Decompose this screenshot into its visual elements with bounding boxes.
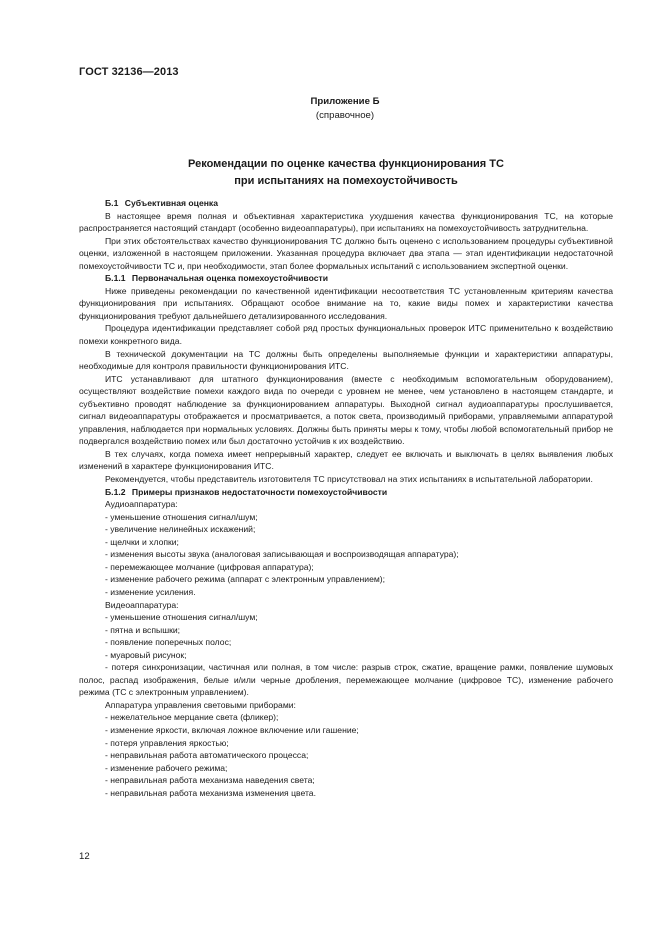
- paragraph: ИТС устанавливают для штатного функционирования (вместе с необходимым вспомогательным оборудованием), осуществляют воздействие помехи каждого вида по очереди с уровнем не менее, чем установлено в настоящем стандарте, и субъективно проводят наблюдение за функционированием аппаратуры. Выходной сигнал аудиоаппаратуры прослушивается, сигнал видеоаппаратуры отображается и просматривается, а поток света, производимый приборами, управляемыми аппаратурой управления, наблюдается при нормальных условиях. Должны быть приняты меры к тому, чтобы любой вспомогательный прибор не подвергался воздействию помех или был достаточно устойчив к их воздействию.: [79, 373, 613, 447]
- section-number: Б.1.1: [105, 273, 126, 284]
- list-item: - неправильная работа автоматического процесса;: [105, 750, 309, 761]
- section-heading-b1-1: [79, 272, 613, 285]
- paragraph: В тех случаях, когда помеха имеет непрерывный характер, следует ее включать и выключать в целях выявления любых изменений в характере функционирования ИТС.: [79, 448, 613, 472]
- section-heading-b1: [79, 197, 613, 210]
- list-item: - перемежающее молчание (цифровая аппаратура);: [105, 561, 314, 572]
- list-item: - муаровый рисунок;: [105, 649, 187, 660]
- section-title: Первоначальная оценка помехоустойчивости: [131, 273, 329, 284]
- paragraph: В настоящее время полная и объективная характеристика ухудшения качества функционирования ТС, на которые распространяется настоящий стандарт (особенно видеоаппаратуры), при испытаниях на помехоустойчивость затруднительна.: [79, 210, 613, 234]
- main-title-line-1: Рекомендации по оценке качества функционирования ТС: [188, 158, 504, 170]
- list-item: - уменьшение отношения сигнал/шум;: [105, 612, 258, 623]
- section-number: Б.1.2: [105, 486, 126, 497]
- video-group-label: Видеоаппаратура:: [105, 599, 179, 610]
- lighting-group-label: Аппаратура управления световыми приборами:: [105, 699, 296, 710]
- paragraph: Процедура идентификации представляет собой ряд простых функциональных проверок ИТС применительно к воздействию помехи конкретного вида.: [79, 323, 613, 347]
- paragraph: При этих обстоятельствах качество функционирования ТС должно быть оценено с использованием процедуры субъективной оценки, изложенной в настоящем приложении. Указанная процедура включает два этапа — этап идентификации недостаточной помехоустойчивости ТС и, при необходимости, этап более формальных испытаний с использованием экспертной оценки.: [79, 235, 613, 271]
- list-item: - неправильная работа механизма изменения цвета.: [105, 787, 316, 798]
- list-item: - изменение рабочего режима (аппарат с электронным управлением);: [105, 574, 386, 585]
- section-heading-b1-2: [79, 486, 613, 499]
- list-item: - потеря управления яркостью;: [105, 737, 229, 748]
- appendix-subtitle: (справочное): [315, 110, 375, 121]
- video-list: [79, 611, 613, 699]
- paragraph: Рекомендуется, чтобы представитель изготовителя ТС присутствовал на этих испытаниях в испытательной лаборатории.: [105, 474, 593, 485]
- lighting-list: [79, 711, 613, 799]
- list-item: - изменение рабочего режима;: [105, 762, 228, 773]
- list-item: - неправильная работа механизма наведения света;: [105, 775, 315, 786]
- list-item: - изменение усиления.: [105, 586, 196, 597]
- main-title: [79, 156, 613, 190]
- list-item: - увеличение нелинейных искажений;: [105, 524, 256, 535]
- section-number: Б.1: [105, 198, 119, 208]
- audio-group-label: Аудиоаппаратура:: [105, 499, 178, 510]
- main-title-line-2: при испытаниях на помехоустойчивость: [234, 175, 458, 187]
- list-item: - щелчки и хлопки;: [105, 536, 179, 547]
- list-item: - потеря синхронизации, частичная или полная, в том числе: разрыв строк, сжатие, вращение рамки, появление шумовых полос, распад изображения, белые и/или черные дробления, перемежающее молчание (цифровое ТС), изменение рабочего режима (ТС с электронным управлением).: [79, 662, 613, 698]
- document-code-header: ГОСТ 32136—2013: [79, 66, 179, 78]
- list-item: - нежелательное мерцание света (фликер);: [105, 712, 279, 723]
- page-number: 12: [79, 851, 90, 862]
- paragraph: В технической документации на ТС должны быть определены выполняемые функции и характеристики аппаратуры, необходимые для контроля правильности функционирования ИТС.: [79, 348, 613, 372]
- list-item: - появление поперечных полос;: [105, 637, 232, 648]
- list-item: - пятна и вспышки;: [105, 624, 181, 635]
- section-title: Субъективная оценка: [124, 198, 219, 208]
- list-item: - изменения высоты звука (аналоговая записывающая и воспроизводящая аппаратура);: [105, 549, 459, 560]
- section-title: Примеры признаков недостаточности помехоустойчивости: [131, 486, 388, 497]
- paragraph: Ниже приведены рекомендации по качественной идентификации несоответствия ТС установленным критериям качества функционирования при испытаниях. Обращают особое внимание на то, какие виды помех и характеристики качества функционирования требуют дальнейшего детализированного исследования.: [79, 285, 613, 321]
- list-item: - уменьшение отношения сигнал/шум;: [105, 511, 258, 522]
- appendix-label: [0, 95, 661, 123]
- appendix-title: Приложение Б: [310, 96, 380, 107]
- audio-list: [79, 511, 613, 599]
- list-item: - изменение яркости, включая ложное включение или гашение;: [105, 724, 359, 735]
- document-body: [79, 197, 613, 799]
